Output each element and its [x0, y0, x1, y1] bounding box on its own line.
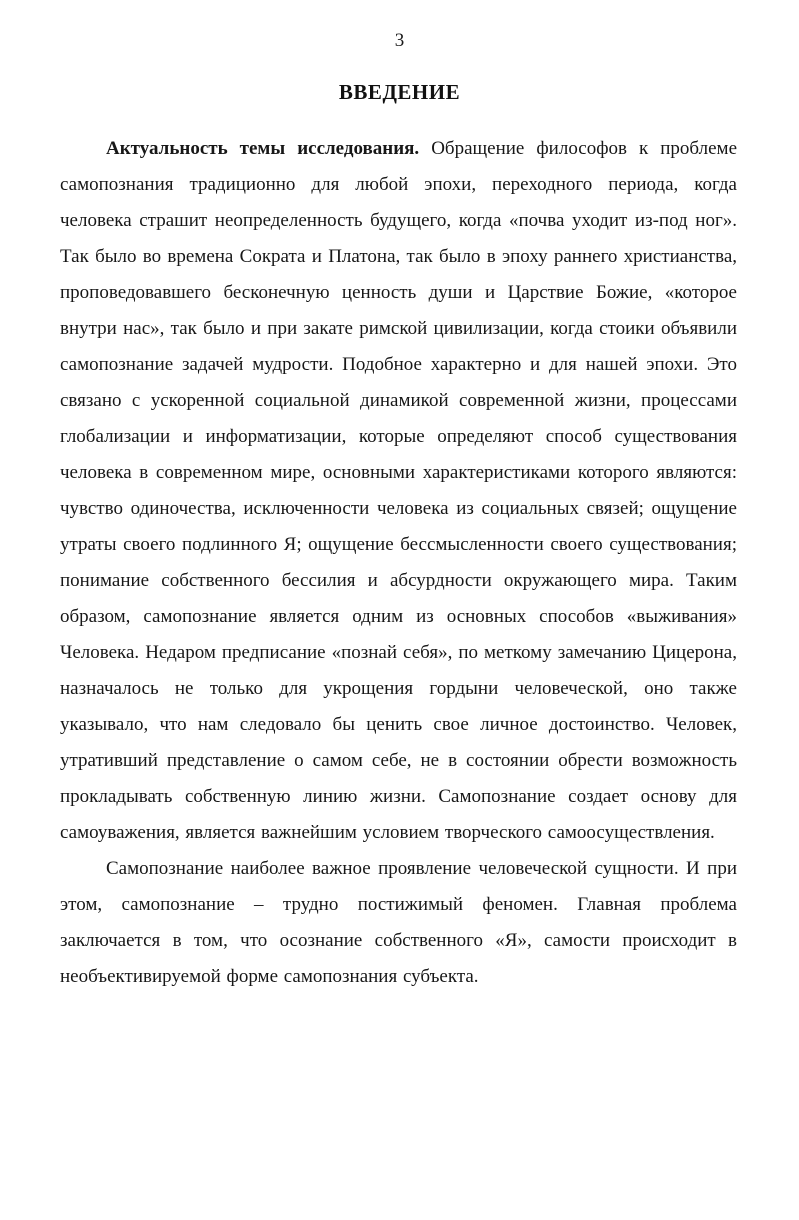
- page-number: 3: [394, 30, 405, 51]
- page-body: [60, 131, 737, 995]
- paragraph-lead-bold: Актуальность темы исследования.: [106, 138, 420, 159]
- paragraph-second: [60, 851, 737, 995]
- paragraph-text: Обращение философов к проблеме самопознания традиционно для любой эпохи, переходного периода, когда человека страшит неопределенность будущего, когда «почва уходит из-под ног». Так было во времена Сократа и Платона, так было в эпоху раннего христианства, проповедовавшего бесконечную ценность души и Царствие Божие, «которое внутри нас», так было и при закате римской цивилизации, когда стоики объявили самопознание задачей мудрости. Подобное характерно и для нашей эпохи. Это связано с ускоренной социальной динамикой современной жизни, процессами глобализации и информатизации, которые определяют способ существования человека в современном мире, основными характеристиками которого являются: чувство одиночества, исключенности человека из социальных связей; ощущение утраты своего подлинного Я; ощущение бессмысленности своего существования; понимание собственного бессилия и абсурдности окружающего мира. Таким образом, самопознание является одним из основных способов «выживания» Человека. Недаром предписание «познай себя», по меткому замечанию Цицерона, назначалось не только для укрощения гордыни человеческой, оно также указывало, что нам следовало бы ценить свое личное достоинство. Человек, утративший представление о самом себе, не в состоянии обрести возможность прокладывать собственную линию жизни. Самопознание создает основу для самоуважения, является важнейшим условием творческого самоосуществления.: [60, 138, 737, 843]
- paragraph-text: Самопознание наиболее важное проявление человеческой сущности. И при этом, самопознание – трудно постижимый феномен. Главная проблема заключается в том, что осознание собственного «Я», самости происходит в необъективируемой форме самопознания субъекта.: [60, 858, 737, 987]
- page-title: ВВЕДЕНИЕ: [338, 80, 461, 104]
- paragraph-intro: [60, 131, 737, 851]
